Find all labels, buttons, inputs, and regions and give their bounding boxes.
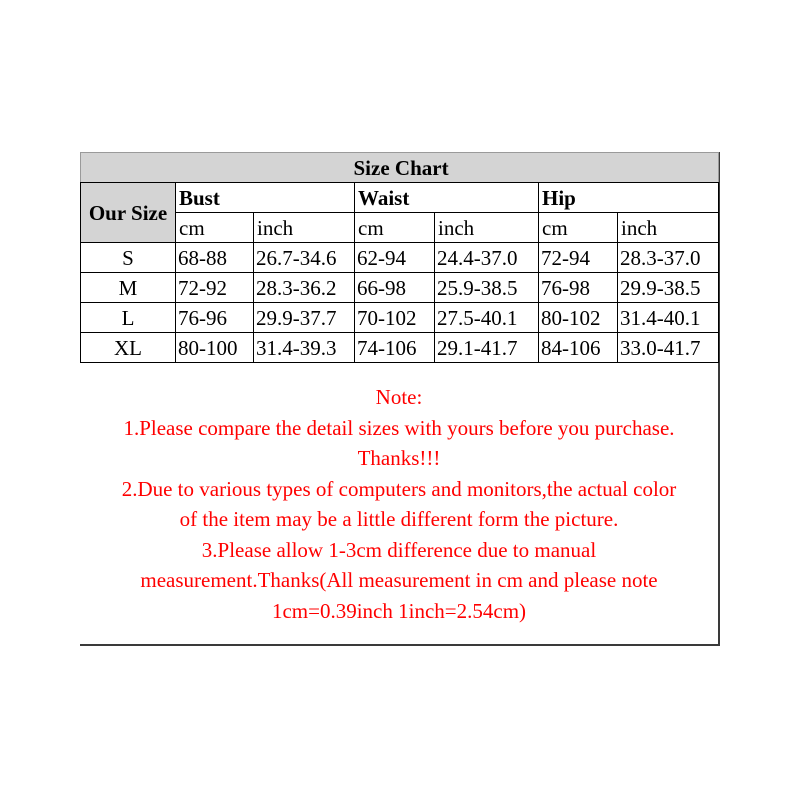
table-cell: 74-106 <box>355 333 435 363</box>
unit-inch: inch <box>435 213 539 243</box>
table-row <box>81 273 719 303</box>
table-row <box>81 333 719 363</box>
unit-cm: cm <box>539 213 618 243</box>
table-cell: 27.5-40.1 <box>435 303 539 333</box>
size-label: S <box>81 243 176 273</box>
table-cell: 33.0-41.7 <box>618 333 719 363</box>
chart-title: Size Chart <box>81 153 719 183</box>
bust-header: Bust <box>176 183 355 213</box>
table-cell: 25.9-38.5 <box>435 273 539 303</box>
unit-cm: cm <box>355 213 435 243</box>
size-chart <box>80 152 720 646</box>
note-line: of the item may be a little different form the picture. <box>179 507 619 531</box>
size-label: L <box>81 303 176 333</box>
note-heading: Note: <box>375 385 423 409</box>
table-cell: 29.9-37.7 <box>254 303 355 333</box>
table-row <box>81 303 719 333</box>
note-line: Thanks!!! <box>357 446 441 470</box>
table-cell: 76-98 <box>539 273 618 303</box>
waist-header: Waist <box>355 183 539 213</box>
unit-inch: inch <box>618 213 719 243</box>
table-cell: 80-100 <box>176 333 254 363</box>
hip-header: Hip <box>539 183 719 213</box>
table-row <box>81 243 719 273</box>
note-line: 1.Please compare the detail sizes with yours before you purchase. <box>123 415 675 440</box>
table-cell: 66-98 <box>355 273 435 303</box>
table-cell: 28.3-37.0 <box>618 243 719 273</box>
size-table <box>80 152 719 363</box>
size-label: M <box>81 273 176 303</box>
table-cell: 72-92 <box>176 273 254 303</box>
note-line: 1cm=0.39inch 1inch=2.54cm) <box>271 598 527 623</box>
table-cell: 26.7-34.6 <box>254 243 355 273</box>
table-cell: 80-102 <box>539 303 618 333</box>
our-size-header: Our Size <box>81 183 176 243</box>
table-cell: 31.4-39.3 <box>254 333 355 363</box>
table-cell: 76-96 <box>176 303 254 333</box>
note-line: 2.Due to various types of computers and monitors,the actual color <box>121 476 677 501</box>
table-cell: 72-94 <box>539 243 618 273</box>
note-line: 3.Please allow 1-3cm difference due to manual <box>201 537 597 562</box>
table-cell: 29.9-38.5 <box>618 273 719 303</box>
size-label: XL <box>81 333 176 363</box>
note-line: measurement.Thanks(All measurement in cm and please note <box>140 568 658 592</box>
table-cell: 62-94 <box>355 243 435 273</box>
table-cell: 31.4-40.1 <box>618 303 719 333</box>
table-cell: 70-102 <box>355 303 435 333</box>
table-cell: 28.3-36.2 <box>254 273 355 303</box>
unit-cm: cm <box>176 213 254 243</box>
notes-block <box>80 382 718 626</box>
table-cell: 84-106 <box>539 333 618 363</box>
unit-inch: inch <box>254 213 355 243</box>
table-cell: 68-88 <box>176 243 254 273</box>
table-cell: 29.1-41.7 <box>435 333 539 363</box>
table-cell: 24.4-37.0 <box>435 243 539 273</box>
